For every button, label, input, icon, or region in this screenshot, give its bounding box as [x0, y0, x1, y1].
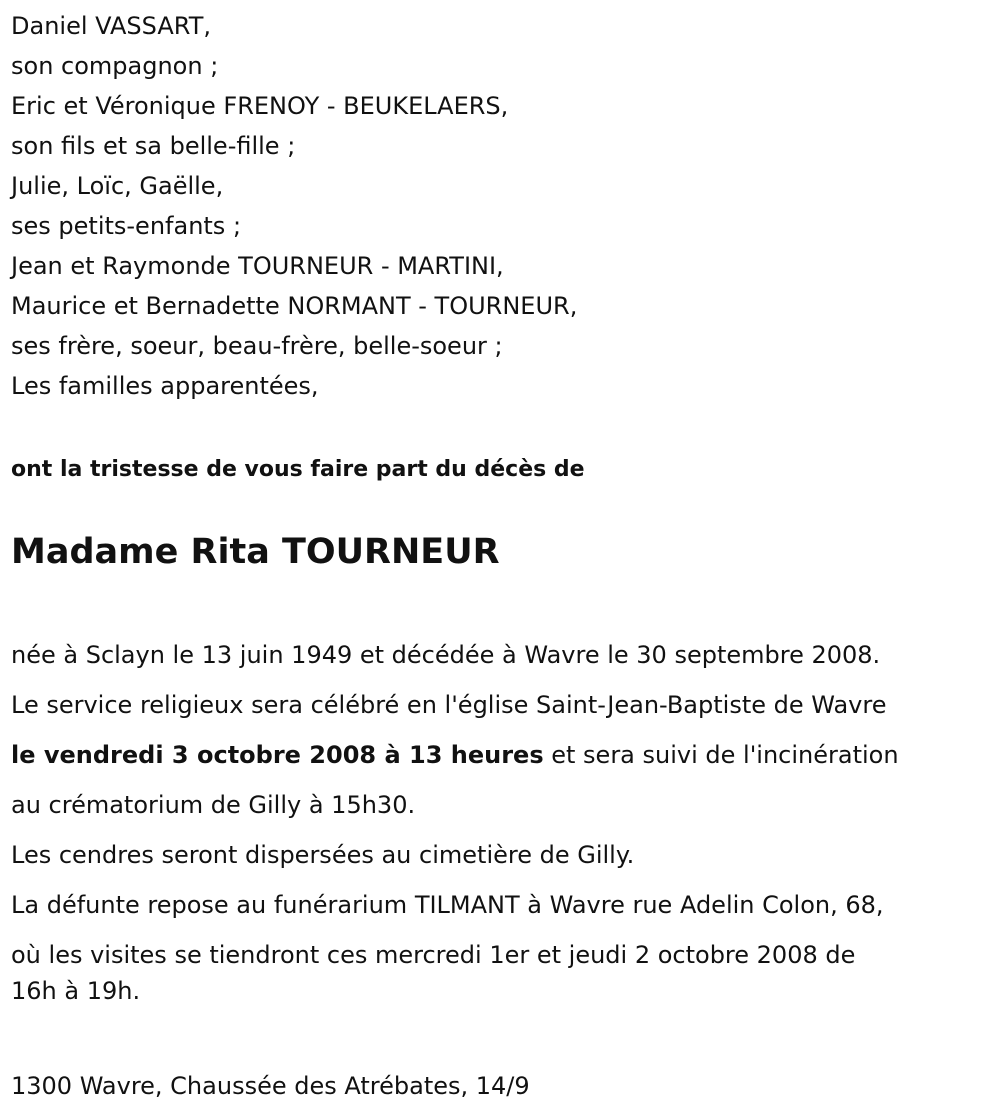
visits-hours-line: 16h à 19h. [11, 977, 141, 1005]
announcement-intro: ont la tristesse de vous faire part du décès de [11, 457, 585, 482]
service-date: le vendredi 3 octobre 2008 à 13 heures [11, 741, 544, 769]
family-line: son compagnon ; [11, 52, 219, 80]
family-line: son fils et sa belle-fille ; [11, 132, 296, 160]
family-line: ses petits-enfants ; [11, 212, 242, 240]
family-line: Eric et Véronique FRENOY - BEUKELAERS, [11, 92, 509, 120]
family-address: 1300 Wavre, Chaussée des Atrébates, 14/9 [11, 1072, 530, 1100]
family-line: Maurice et Bernadette NORMANT - TOURNEUR, [11, 292, 578, 320]
family-line: Jean et Raymonde TOURNEUR - MARTINI, [11, 252, 504, 280]
deceased-name: Madame Rita TOURNEUR [11, 532, 500, 572]
family-line: Les familles apparentées, [11, 372, 319, 400]
family-line: ses frère, soeur, beau-frère, belle-soeur ; [11, 332, 503, 360]
obituary-notice [11, 0, 991, 1106]
ashes-line: Les cendres seront dispersées au cimetière de Gilly. [11, 841, 635, 869]
service-details [11, 630, 991, 1010]
service-date-rest: et sera suivi de l'incinération [543, 741, 899, 769]
visits-line: où les visites se tiendront ces mercredi 1er et jeudi 2 octobre 2008 de [11, 941, 856, 969]
funerarium-line: La défunte repose au funérarium TILMANT à Wavre rue Adelin Colon, 68, [11, 891, 884, 919]
service-line: Le service religieux sera célébré en l'église Saint-Jean-Baptiste de Wavre [11, 691, 887, 719]
service-date-line [11, 730, 991, 780]
family-line: Daniel VASSART, [11, 12, 211, 40]
crematorium-line: au crématorium de Gilly à 15h30. [11, 791, 416, 819]
birth-death-line: née à Sclayn le 13 juin 1949 et décédée à Wavre le 30 septembre 2008. [11, 641, 881, 669]
family-list [11, 6, 991, 406]
family-line: Julie, Loïc, Gaëlle, [11, 172, 224, 200]
